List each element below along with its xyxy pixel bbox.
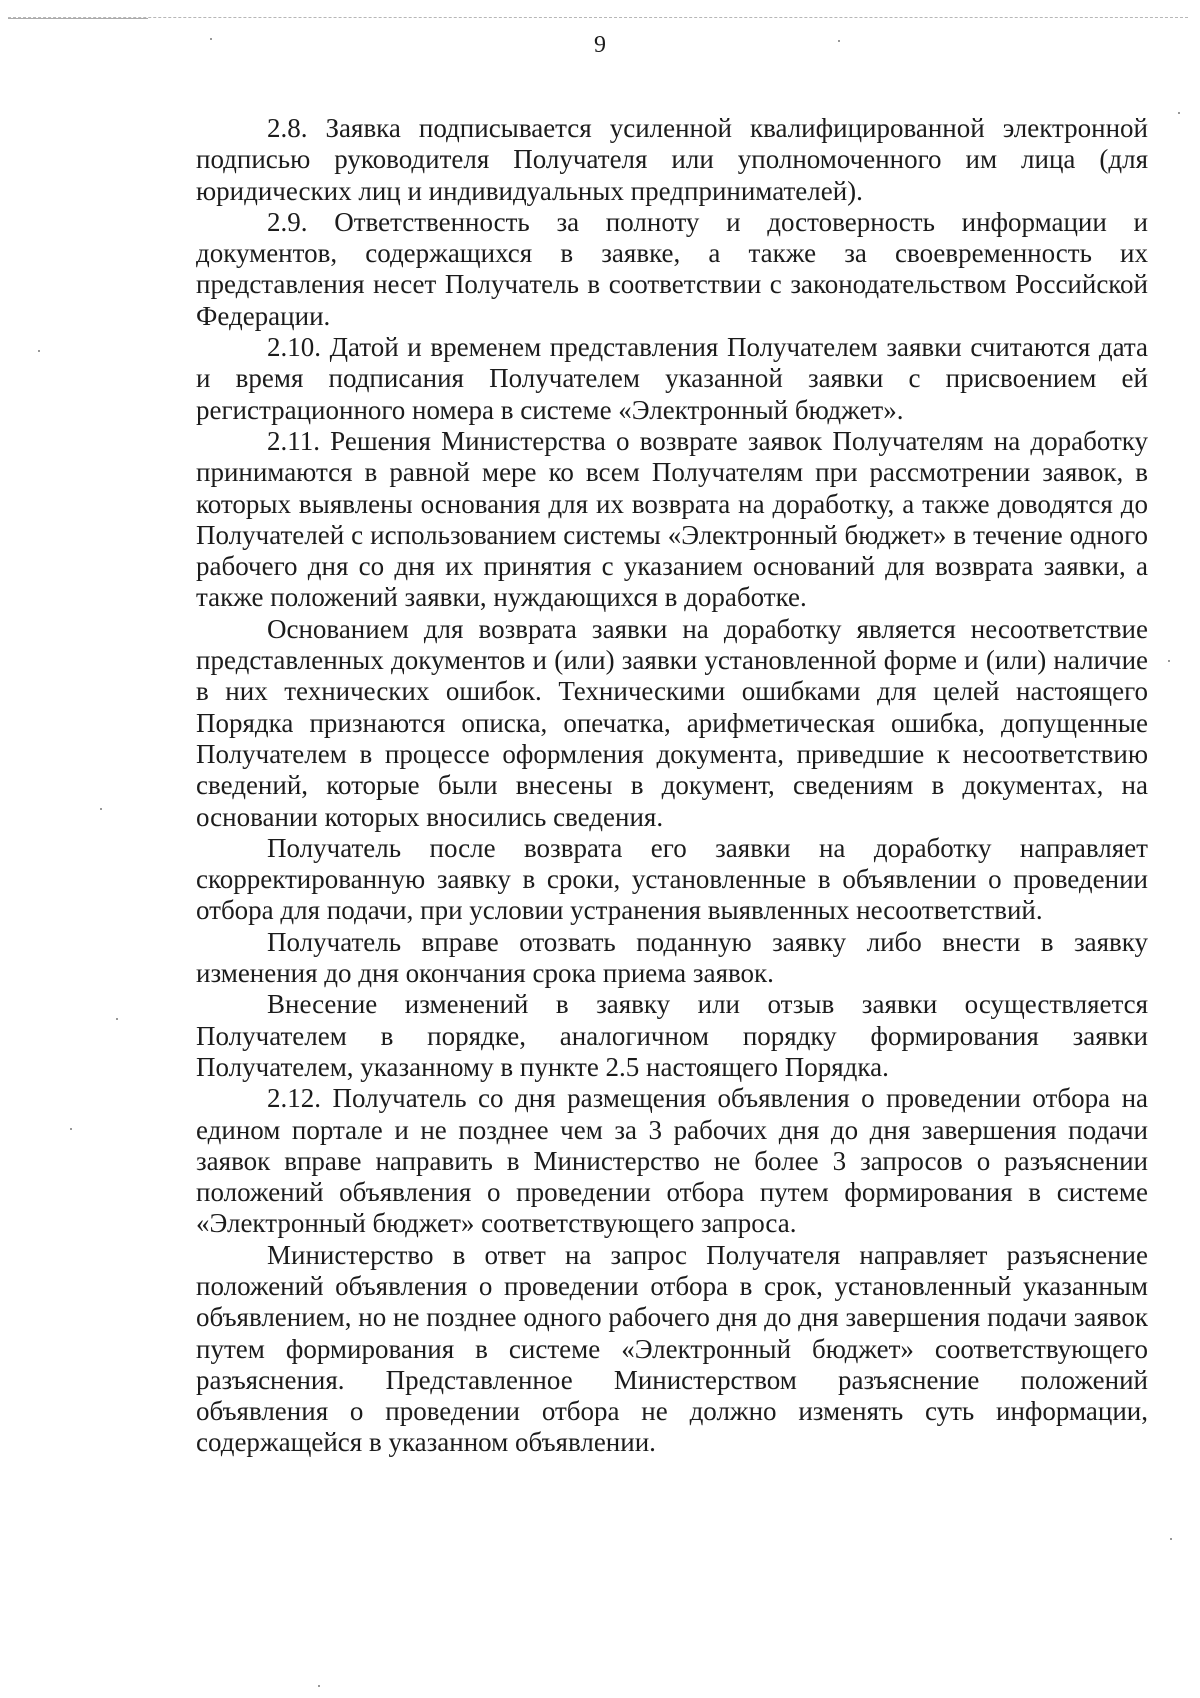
paragraph-amendments: Внесение изменений в заявку или отзыв заявки осуществляется Получателем в порядке, аналогичном порядку формирования заявки Получателем, указанному в пункте 2.5 настоящего Порядка. (196, 989, 1148, 1082)
scan-artifact-line (8, 18, 148, 19)
paragraph-return-grounds: Основанием для возврата заявки на доработку является несоответствие представленных документов и (или) заявки установленной форме и (или) наличие в них технических ошибок. Техническими ошибками для целей настоящего Порядка признаются описка, опечатка, арифметическая ошибка, допущенные Получателем в процессе оформления документа, приведшие к несоответствию сведений, которые были внесены в документ, сведениям в документах, на основании которых вносились сведения. (196, 613, 1148, 832)
paragraph-clarification: Министерство в ответ на запрос Получателя направляет разъяснение положений объявления о проведении отбора в срок, установленный указанным объявлением, но не позднее одного рабочего дня до дня завершения подачи заявок путем формирования в системе «Электронный бюджет» соответствующего разъяснения. Представленное Министерством разъяснение положений объявления о проведении отбора не должно изменять суть информации, содержащейся в указанном объявлении. (196, 1239, 1148, 1458)
scan-speck (38, 350, 40, 352)
paragraph-2-11: 2.11. Решения Министерства о возврате заявок Получателям на доработку принимаются в равной мере ко всем Получателям при рассмотрении заявок, в которых выявлены основания для их возврата на доработку, а также доводятся до Получателей с использованием системы «Электронный бюджет» в течение одного рабочего дня со дня их принятия с указанием оснований для возврата заявки, а также положений заявки, нуждающихся в доработке. (196, 425, 1148, 613)
paragraph-2-8: 2.8. Заявка подписывается усиленной квалифицированной электронной подписью руководителя Получателя или уполномоченного им лица (для юридических лиц и индивидуальных предпринимателей). (196, 113, 1148, 206)
scan-artifact-line (8, 17, 1188, 18)
document-body (196, 113, 1148, 1459)
scan-speck (1170, 1538, 1172, 1540)
scan-speck (70, 1128, 72, 1130)
scan-speck (318, 1685, 320, 1687)
page-number: 9 (594, 32, 606, 58)
paragraph-withdrawal: Получатель вправе отозвать поданную заявку либо внести в заявку изменения до дня окончания срока приема заявок. (196, 926, 1148, 989)
scan-speck (1178, 112, 1180, 114)
scan-speck (1168, 660, 1170, 662)
paragraph-2-12: 2.12. Получатель со дня размещения объявления о проведении отбора на едином портале и не позднее чем за 3 рабочих дня до дня завершения подачи заявок вправе направить в Министерство не более 3 запросов о разъяснении положений объявления о проведении отбора путем формирования в системе «Электронный бюджет» соответствующего запроса. (196, 1083, 1148, 1239)
paragraph-2-10: 2.10. Датой и временем представления Получателем заявки считаются дата и время подписания Получателем указанной заявки с присвоением ей регистрационного номера в системе «Электронный бюджет». (196, 332, 1148, 425)
paragraph-resubmission: Получатель после возврата его заявки на доработку направляет скорректированную заявку в сроки, установленные в объявлении о проведении отбора для подачи, при условии устранения выявленных несоответствий. (196, 832, 1148, 926)
scan-speck (100, 808, 102, 810)
paragraph-2-9: 2.9. Ответственность за полноту и достоверность информации и документов, содержащихся в заявке, а также за своевременность их представления несет Получатель в соответствии с законодательством Российской Федерации. (196, 206, 1148, 331)
scan-speck (116, 1018, 118, 1020)
